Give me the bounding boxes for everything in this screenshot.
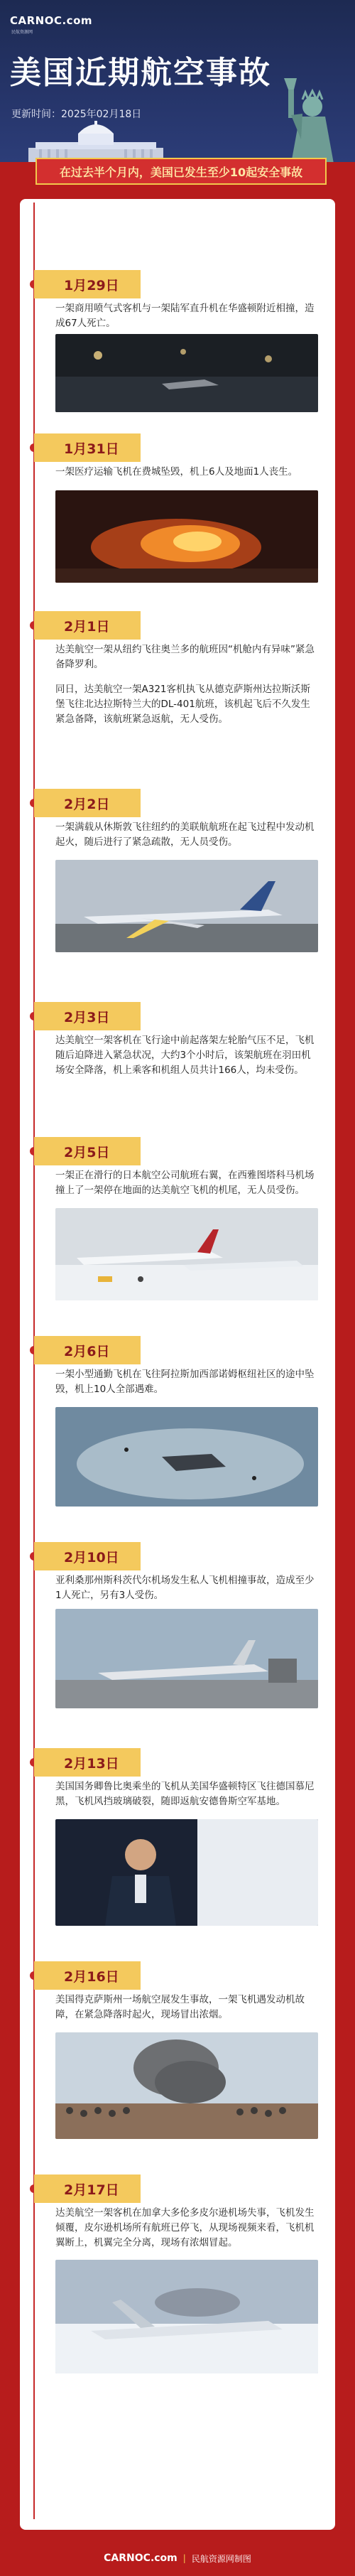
footer-brand: CARNOC.com <box>104 2553 178 2564</box>
official-boarding-photo <box>55 1819 318 1926</box>
footer-separator: | <box>182 2553 186 2563</box>
entry-description: 一架小型通勤飞机在飞往阿拉斯加西部诺姆枢纽社区的途中坠毁，机上10人全部遇难。 <box>55 1369 315 1395</box>
date-tag: 1月29日 <box>34 270 141 298</box>
night-river-wreckage-photo <box>55 334 318 412</box>
date-tag: 2月3日 <box>34 1002 141 1030</box>
summary-banner: 在过去半个月内，美国已发生至少10起安全事故 <box>36 158 327 185</box>
entry-description: 一架正在滑行的日本航空公司航班右翼，在西雅图塔科马机场撞上了一架停在地面的达美航空飞机的机尾，无人员受伤。 <box>55 1170 315 1196</box>
snowy-airport-collision-photo <box>55 1208 318 1300</box>
entry-description: 达美航空一架客机在飞行途中前起落架左轮胎气压不足，飞机随后迫降进入紧急状况，大约3个小时后，该架航班在羽田机场安全降落，机上乘客和机组人员共计166人，均未受伤。 <box>55 1035 315 1076</box>
date-tag: 2月16日 <box>34 1961 141 1990</box>
entry-description: 同日，达美航空一架A321客机执飞从德克萨斯州达拉斯沃斯堡飞往北达拉斯特兰大的DL-401航班，该机起飞后不久发生紧急备降，该航班紧急返航，无人受伤。 <box>55 684 311 725</box>
private-jet-crash-photo <box>55 1609 318 1708</box>
fire-at-night-photo <box>55 490 318 583</box>
capitol-building-icon <box>28 121 163 162</box>
statue-of-liberty-icon <box>263 71 348 162</box>
date-tag: 2月17日 <box>34 2174 141 2203</box>
carnoc-logo: CARNOC.com <box>10 14 93 27</box>
entry-description: 一架商用喷气式客机与一架陆军直升机在华盛顿附近相撞，造成67人死亡。 <box>55 303 315 329</box>
entry-description: 一架满载从休斯敦飞往纽约的美联航航班在起飞过程中发动机起火，随后进行了紧急疏散，无人员受伤。 <box>55 821 315 848</box>
date-tag: 2月5日 <box>34 1137 141 1165</box>
entry-description: 美国得克萨斯州一场航空展发生事故，一架飞机遇发动机故障，在紧急降落时起火，现场冒出浓烟。 <box>55 1994 305 2020</box>
date-tag: 2月13日 <box>34 1748 141 1777</box>
entry-description: 一架医疗运输飞机在费城坠毁，机上6人及地面1人丧生。 <box>55 466 298 478</box>
entry-description: 美国国务卿鲁比奥乘坐的飞机从美国华盛顿特区飞往德国慕尼黑，飞机风挡玻璃破裂，随即返航安德鲁斯空军基地。 <box>55 1781 315 1807</box>
date-tag: 2月1日 <box>34 611 141 640</box>
entry-description: 达美航空一架客机在加拿大多伦多皮尔逊机场失事，飞机发生倾覆，皮尔逊机场所有航班已停飞，从现场视频来看，飞机机翼断上，机翼完全分离，现场有浓烟冒起。 <box>55 2207 315 2248</box>
date-tag: 2月2日 <box>34 789 141 817</box>
footer-credit: 民航资源网制图 <box>191 2553 251 2564</box>
united-plane-evacuation-photo <box>55 860 318 952</box>
footer <box>0 2540 355 2576</box>
date-tag: 1月31日 <box>34 433 141 462</box>
carnoc-logo-subtitle: 民航资源网 <box>11 30 33 35</box>
page-title: 美国近期航空事故 <box>10 55 271 91</box>
date-tag: 2月6日 <box>34 1336 141 1364</box>
overturned-plane-snow-photo <box>55 2260 318 2373</box>
date-tag: 2月10日 <box>34 1542 141 1570</box>
wreck-on-ice-photo <box>55 1407 318 1507</box>
entry-description: 亚利桑那州斯科茨代尔机场发生私人飞机相撞事故，造成至少1人死亡，另有3人受伤。 <box>55 1575 315 1601</box>
header <box>0 0 355 162</box>
updated-date: 更新时间：2025年02月18日 <box>11 109 142 120</box>
airshow-smoke-photo <box>55 2032 318 2139</box>
entry-description: 达美航空一架从纽约飞往奥兰多的航班因“机舱内有异味”紧急备降罗利。 <box>55 644 315 670</box>
